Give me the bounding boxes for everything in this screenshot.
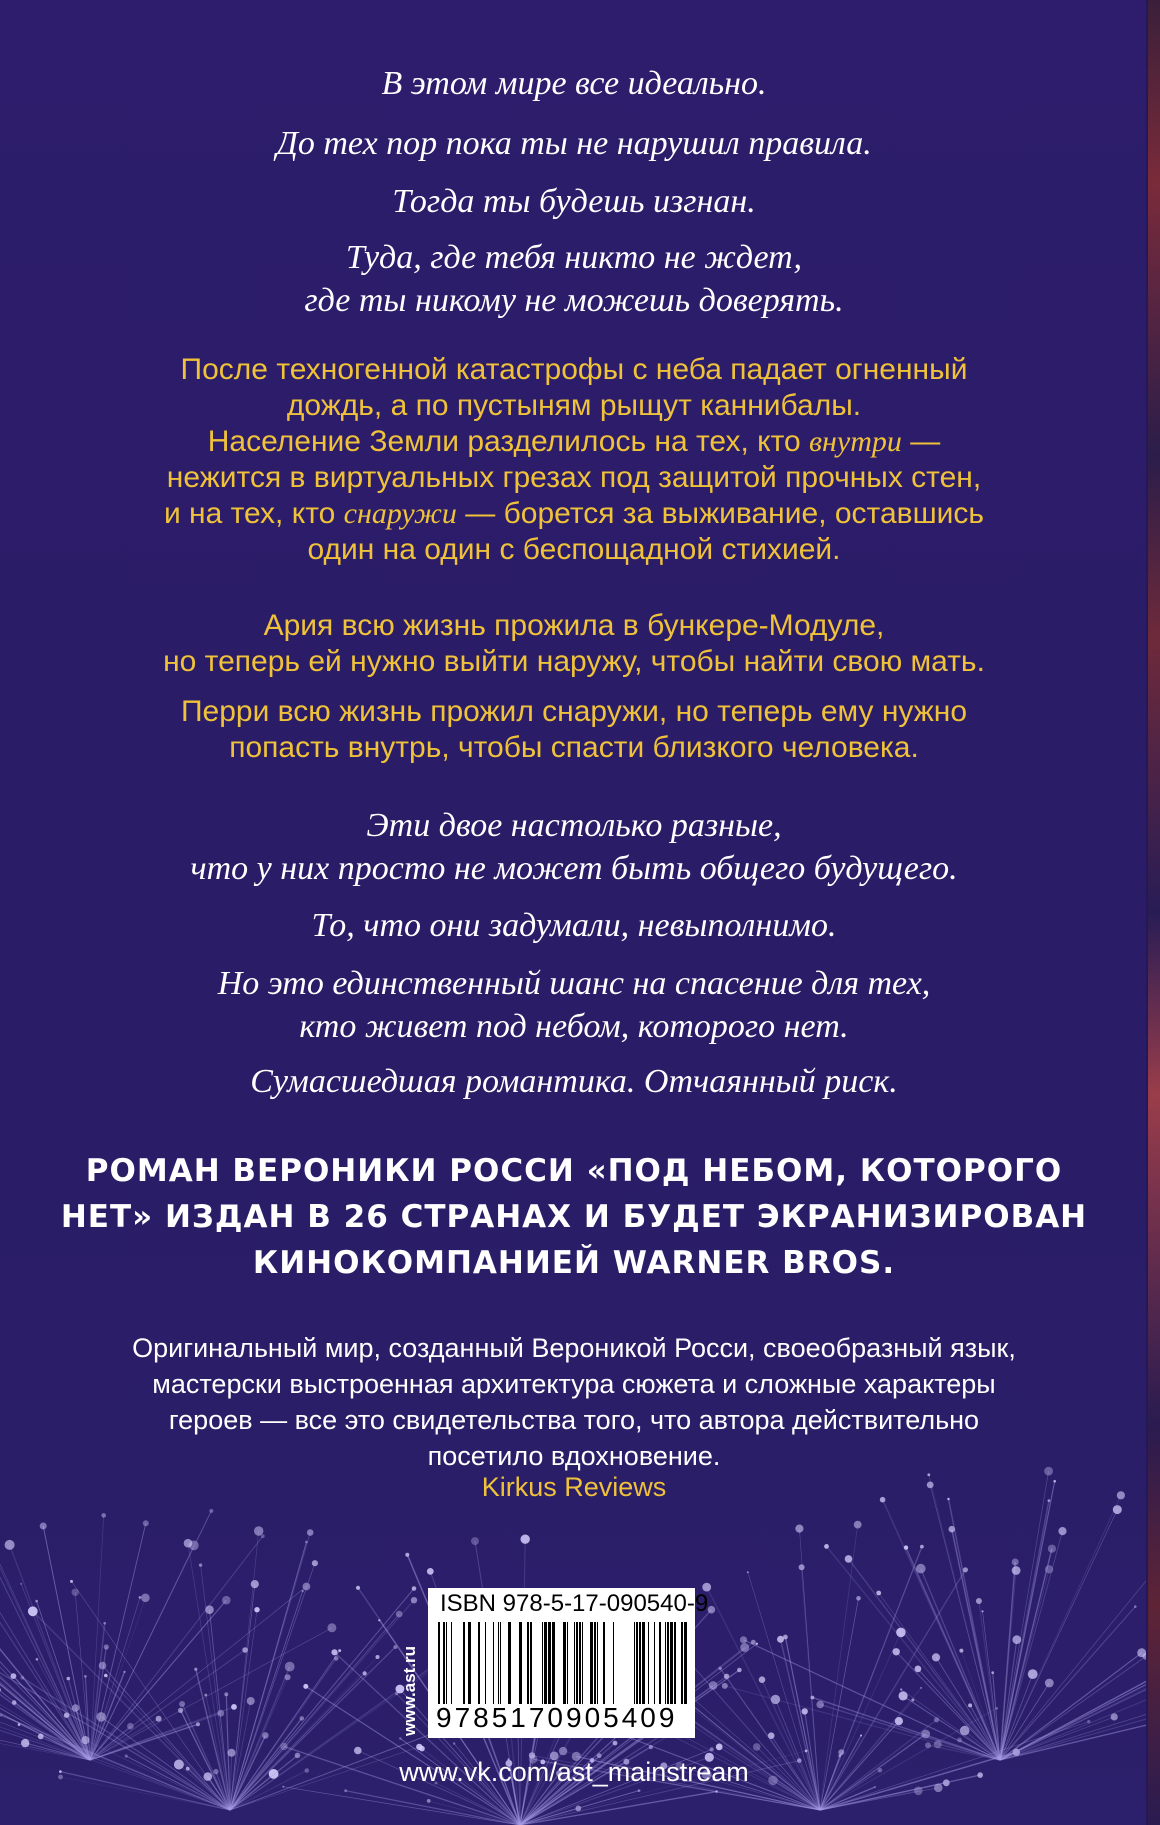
star-dot — [21, 1676, 25, 1680]
synopsis-line: После техногенной катастрофы с неба падает огненный — [180, 353, 968, 386]
synopsis-line — [0, 496, 1148, 532]
outro-text: что у них просто не может быть общего будущего. — [190, 850, 958, 887]
star-dot — [856, 1596, 861, 1601]
star-dot — [521, 1535, 530, 1544]
star-dot — [471, 1537, 479, 1545]
front-cover-edge — [1148, 0, 1160, 1825]
star-dot — [312, 1560, 318, 1566]
star-dot — [900, 1688, 902, 1690]
star-dot — [209, 1509, 213, 1513]
star-dot — [103, 1622, 106, 1625]
barcode-bar — [636, 1622, 638, 1704]
barcode-bar — [639, 1622, 641, 1704]
synopsis-text: Население Земли разделилось на тех, кто — [207, 425, 809, 458]
star-dot — [915, 1666, 922, 1673]
isbn-label: ISBN 978-5-17-090540-9 — [440, 1590, 709, 1617]
synopsis-text: — — [901, 425, 941, 458]
review-line: посетило вдохновение. — [427, 1441, 721, 1471]
intro-text: До тех пор пока ты не нарушил правила. — [276, 125, 872, 162]
star-dot — [20, 1583, 22, 1585]
star-dot — [261, 1534, 265, 1538]
star-dot — [228, 1749, 236, 1757]
star-dot — [876, 1591, 881, 1596]
review-source-text: Kirkus Reviews — [481, 1472, 667, 1502]
barcode-bar — [485, 1622, 486, 1704]
star-dot — [40, 1523, 47, 1530]
star-dot — [838, 1749, 844, 1755]
star-ray — [720, 1668, 820, 1810]
barcode-bar — [500, 1622, 501, 1704]
barcode-bar — [552, 1622, 555, 1704]
star-dot — [963, 1567, 968, 1572]
synopsis-text: — борется за выживание, оставшись — [456, 497, 985, 530]
star-dot — [795, 1525, 803, 1533]
barcode-bar — [594, 1622, 596, 1704]
star-dot — [1012, 1559, 1019, 1566]
star-dot — [453, 1742, 455, 1744]
star-dot — [344, 1789, 347, 1792]
star-dot — [104, 1644, 109, 1649]
star-dot — [327, 1623, 336, 1632]
star-dot — [1028, 1669, 1038, 1679]
star-dot — [925, 1742, 931, 1748]
star-ray — [744, 1640, 1001, 1760]
star-dot — [976, 1598, 982, 1604]
star-dot — [254, 1607, 259, 1612]
star-dot — [1058, 1527, 1066, 1535]
barcode-bar — [648, 1622, 649, 1704]
star-dot — [300, 1716, 305, 1721]
outro-text: Но это единственный шанс на спасение для тех, — [217, 965, 931, 1002]
barcode-bar — [498, 1622, 499, 1704]
barcode-bar — [519, 1622, 522, 1704]
star-dot — [334, 1656, 339, 1661]
star-dot — [860, 1735, 862, 1737]
barcode-bar — [446, 1622, 447, 1704]
star-dot — [143, 1520, 149, 1526]
barcode-bar — [642, 1622, 645, 1704]
synopsis-emphasis: внутри — [809, 425, 902, 458]
star-dot — [204, 1694, 207, 1697]
promo-line: НЕТ» ИЗДАН В 26 СТРАНАХ И БУДЕТ ЭКРАНИЗИРОВАН — [60, 1199, 1088, 1235]
star-ray — [1000, 1471, 1049, 1760]
star-dot — [638, 1789, 641, 1792]
star-dot — [716, 1744, 723, 1751]
star-dot — [411, 1597, 417, 1603]
star-dot — [934, 1740, 942, 1748]
star-dot — [737, 1668, 742, 1673]
barcode-bar — [527, 1622, 529, 1704]
star-dot — [759, 1676, 766, 1683]
outro-text: Сумасшедшая романтика. Отчаянный риск. — [250, 1063, 898, 1100]
barcode-bar — [463, 1622, 465, 1704]
star-dot — [1134, 1605, 1137, 1608]
star-dot — [356, 1586, 360, 1590]
star-dot — [307, 1529, 314, 1536]
barcode-bar — [603, 1622, 605, 1704]
star-dot — [895, 1717, 903, 1725]
star-dot — [1048, 1545, 1056, 1553]
outro-text: кто живет под небом, которого нет. — [299, 1008, 849, 1045]
star-dot — [251, 1580, 259, 1588]
star-dot — [753, 1743, 761, 1751]
star-dot — [920, 1687, 922, 1689]
star-dot — [67, 1677, 71, 1681]
star-ray — [10, 1545, 90, 1760]
star-dot — [194, 1668, 197, 1671]
synopsis-paragraph-1 — [0, 352, 1148, 568]
barcode-bar — [574, 1622, 575, 1704]
star-dot — [419, 1746, 425, 1752]
barcode-bar — [681, 1622, 683, 1704]
star-ray — [827, 1546, 1001, 1760]
intro-text: Тогда ты будешь изгнан. — [392, 183, 756, 220]
synopsis-line: Ария всю жизнь прожила в бункере-Модуле, — [263, 609, 885, 642]
star-dot — [1045, 1679, 1054, 1688]
star-dot — [722, 1683, 728, 1689]
barcode-bar — [667, 1622, 669, 1704]
barcode-bar — [493, 1622, 494, 1704]
star-dot — [302, 1590, 304, 1592]
review-quote — [0, 1330, 1148, 1474]
star-dot — [285, 1662, 295, 1672]
barcode-bar — [597, 1622, 598, 1704]
star-dot — [178, 1708, 183, 1713]
star-dot — [254, 1526, 263, 1535]
star-dot — [893, 1648, 900, 1655]
star-dot — [184, 1539, 193, 1548]
synopsis-line — [0, 424, 1148, 460]
star-dot — [959, 1649, 963, 1653]
star-dot — [799, 1564, 805, 1570]
star-dot — [338, 1649, 341, 1652]
barcode-bar — [613, 1622, 614, 1704]
star-ray — [90, 1587, 306, 1761]
synopsis-line: дождь, а по пустыням рыщут каннибалы. — [286, 389, 862, 422]
publisher-site — [376, 1610, 419, 1740]
barcode-bar — [654, 1622, 655, 1704]
barcode-bar — [659, 1622, 661, 1704]
star-dot — [70, 1580, 73, 1583]
star-dot — [231, 1704, 237, 1710]
star-dot — [824, 1544, 829, 1549]
barcode-bar — [567, 1622, 568, 1704]
star-dot — [981, 1610, 983, 1612]
barcode-bar — [451, 1622, 452, 1704]
star-dot — [710, 1747, 714, 1751]
star-dot — [199, 1563, 202, 1566]
star-dot — [957, 1738, 962, 1743]
barcode-bar — [579, 1622, 581, 1704]
synopsis-line: но теперь ей нужно выйти наружу, чтобы найти свою мать. — [163, 645, 985, 678]
barcode-bar — [670, 1622, 673, 1704]
star-dot — [331, 1649, 337, 1655]
outro-text: То, что они задумали, невыполнимо. — [311, 907, 837, 944]
star-dot — [303, 1583, 311, 1591]
intro-line-3 — [0, 180, 1148, 223]
star-dot — [99, 1662, 107, 1670]
star-dot — [1012, 1566, 1021, 1575]
star-dot — [35, 1600, 38, 1603]
star-dot — [708, 1606, 716, 1614]
star-dot — [613, 1741, 618, 1746]
star-ray — [1000, 1697, 1148, 1760]
star-dot — [816, 1701, 824, 1709]
star-dot — [127, 1723, 134, 1730]
barcode-bar — [582, 1622, 583, 1704]
star-ray — [1000, 1495, 1121, 1760]
star-dot — [715, 1790, 717, 1792]
barcode-bar — [544, 1622, 547, 1704]
barcode-bar — [542, 1622, 543, 1704]
star-dot — [811, 1696, 815, 1700]
synopsis-line: Перри всю жизнь прожил снаружи, но теперь ему нужно — [180, 695, 968, 728]
star-dot — [427, 1568, 434, 1575]
star-ray — [1000, 1672, 1148, 1760]
star-dot — [427, 1799, 431, 1803]
star-dot — [805, 1750, 808, 1753]
review-line: героев — все это свидетельства того, что автора действительно — [168, 1405, 980, 1435]
star-dot — [104, 1674, 108, 1678]
star-dot — [28, 1606, 38, 1616]
barcode-bar — [478, 1622, 480, 1704]
star-dot — [222, 1596, 231, 1605]
star-dot — [991, 1671, 994, 1674]
promo-block — [0, 1148, 1148, 1286]
star-dot — [139, 1596, 142, 1599]
star-dot — [72, 1589, 79, 1596]
barcode-bar — [438, 1622, 440, 1704]
promo-line: КИНОКОМПАНИЕЙ WARNER BROS. — [252, 1245, 896, 1281]
star-dot — [141, 1594, 150, 1603]
star-dot — [36, 1658, 39, 1661]
star-ray — [1000, 1607, 1135, 1760]
star-dot — [354, 1747, 362, 1755]
review-line: мастерски выстроенная архитектура сюжета и сложные характеры — [152, 1369, 996, 1399]
star-ray — [90, 1628, 332, 1760]
synopsis-line: нежится в виртуальных грезах под защитой прочных стен, — [166, 461, 982, 494]
vk-link-text[interactable]: www.vk.com/ast_mainstream — [399, 1757, 749, 1787]
intro-line-1 — [0, 62, 1148, 105]
star-dot — [285, 1674, 291, 1680]
star-dot — [783, 1635, 788, 1640]
star-dot — [280, 1743, 287, 1750]
star-dot — [156, 1716, 162, 1722]
star-dot — [854, 1521, 862, 1529]
star-dot — [968, 1703, 972, 1707]
barcode-bar — [563, 1622, 566, 1704]
star-dot — [412, 1586, 417, 1591]
star-dot — [916, 1564, 926, 1574]
star-dot — [84, 1675, 87, 1678]
barcode-bar — [548, 1622, 551, 1704]
barcode-bar — [468, 1622, 471, 1704]
star-dot — [845, 1555, 853, 1563]
barcode-bar — [576, 1622, 578, 1704]
star-dot — [960, 1726, 970, 1736]
review-line: Оригинальный мир, созданный Вероникой Росси, своеобразный язык, — [132, 1333, 1016, 1363]
star-ray — [1000, 1481, 1055, 1760]
synopsis-paragraph-3 — [0, 694, 1148, 766]
outro-line-1 — [0, 804, 1148, 890]
star-dot — [196, 1722, 200, 1726]
intro-text: В этом мире все идеально. — [381, 65, 767, 102]
star-ray — [1000, 1653, 1142, 1760]
star-dot — [756, 1643, 758, 1645]
barcode-bar — [590, 1622, 593, 1704]
star-ray — [90, 1515, 104, 1760]
outro-line-4 — [0, 1060, 1148, 1103]
outro-text: Эти двое настолько разные, — [366, 807, 782, 844]
star-dot — [747, 1571, 749, 1573]
synopsis-text: и на тех, кто — [163, 497, 344, 530]
star-dot — [101, 1513, 106, 1518]
intro-line-4 — [0, 236, 1148, 322]
barcode-bar — [443, 1622, 445, 1704]
star-dot — [123, 1671, 125, 1673]
outro-line-2 — [0, 904, 1148, 947]
star-dot — [1012, 1635, 1021, 1644]
vk-link[interactable] — [0, 1757, 1148, 1788]
star-dot — [920, 1545, 924, 1549]
outro-line-3 — [0, 962, 1148, 1048]
star-dot — [740, 1636, 747, 1643]
star-dot — [179, 1701, 185, 1707]
star-dot — [224, 1692, 228, 1696]
barcode-bar — [530, 1622, 532, 1704]
barcode-digits: 9785170905409 — [436, 1702, 678, 1733]
star-dot — [247, 1697, 255, 1705]
synopsis-paragraph-2 — [0, 608, 1148, 680]
intro-text: где ты никому не можешь доверять. — [304, 282, 844, 319]
barcode-bar — [508, 1622, 511, 1704]
publisher-site-text: www.ast.ru — [400, 1645, 419, 1736]
star-dot — [932, 1653, 940, 1661]
synopsis-line: попасть внутрь, чтобы спасти близкого человека. — [229, 731, 919, 764]
intro-line-2 — [0, 122, 1148, 165]
synopsis-emphasis: снаружи — [343, 497, 457, 530]
star-dot — [81, 1736, 89, 1744]
barcode-bar — [674, 1622, 676, 1704]
intro-text: Туда, где тебя никто не ждет, — [345, 239, 803, 276]
barcode-bars — [438, 1622, 688, 1704]
star-dot — [96, 1712, 106, 1722]
barcode — [428, 1588, 709, 1738]
star-dot — [802, 1708, 808, 1714]
review-source — [0, 1470, 1148, 1504]
synopsis-line: один на один с беспощадной стихией. — [307, 533, 841, 566]
star-dot — [751, 1640, 756, 1645]
barcode-bar — [684, 1622, 687, 1704]
barcode-bar — [634, 1622, 635, 1704]
star-dot — [405, 1553, 409, 1557]
star-dot — [303, 1684, 308, 1689]
barcode-bar — [665, 1622, 666, 1704]
promo-line: РОМАН ВЕРОНИКИ РОССИ «ПОД НЕБОМ, КОТОРОГО — [85, 1153, 1063, 1189]
star-dot — [5, 1540, 15, 1550]
star-dot — [777, 1636, 784, 1643]
